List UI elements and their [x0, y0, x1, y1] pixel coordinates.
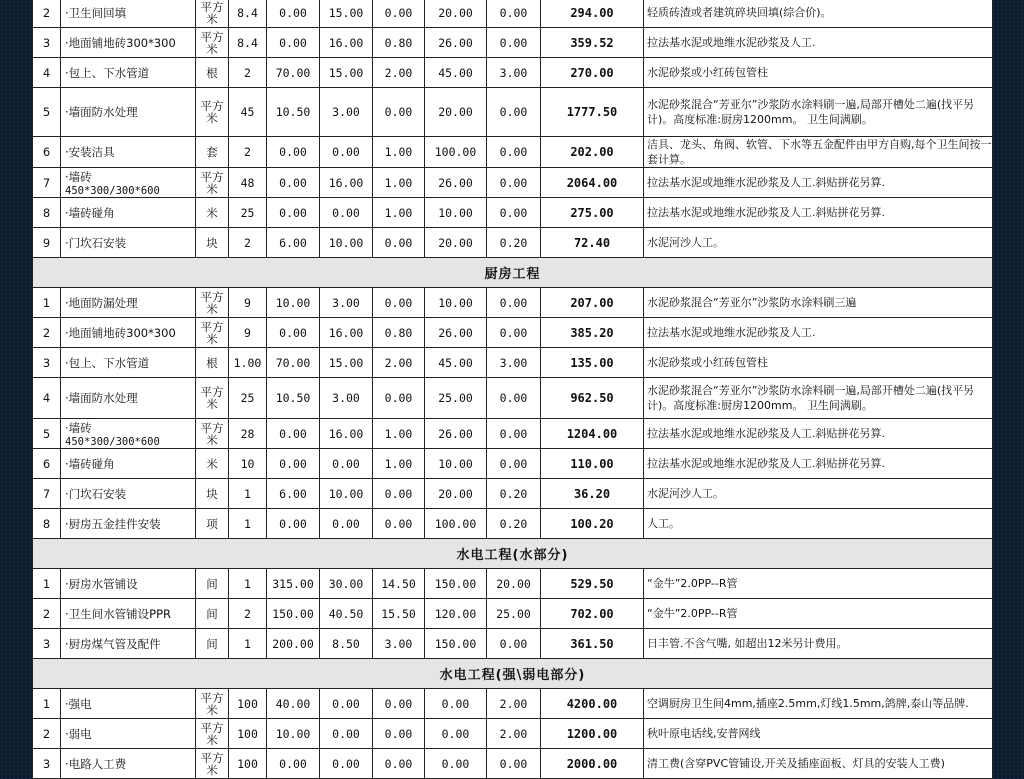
unit: 平方米: [196, 318, 229, 348]
unit: 间: [196, 629, 229, 659]
table-row: [33, 479, 993, 509]
price-col-2: 3.00: [320, 378, 373, 419]
remark: 拉法基水泥或地维水泥砂浆及人工.斜贴拼花另算.: [644, 198, 993, 228]
row-total: 72.40: [541, 228, 644, 258]
price-col-1: 0.00: [267, 318, 320, 348]
price-col-4: 45.00: [425, 58, 487, 88]
section-title: 水电工程(水部分): [33, 539, 993, 569]
table-row: [33, 88, 993, 137]
price-col-2: 0.00: [320, 449, 373, 479]
price-col-5: 3.00: [487, 348, 541, 378]
quantity: 25: [229, 378, 267, 419]
price-col-3: 0.00: [373, 378, 425, 419]
table-row: [33, 318, 993, 348]
table-row: [33, 378, 993, 419]
price-col-4: 25.00: [425, 378, 487, 419]
price-col-2: 16.00: [320, 419, 373, 449]
table-row: [33, 168, 993, 198]
price-col-3: 0.00: [373, 0, 425, 28]
remark: “金牛”2.0PP--R管: [644, 599, 993, 629]
remark: 水泥河沙人工。: [644, 228, 993, 258]
price-col-3: 0.00: [373, 288, 425, 318]
price-col-1: 0.00: [267, 419, 320, 449]
price-col-2: 0.00: [320, 689, 373, 719]
row-total: 962.50: [541, 378, 644, 419]
price-col-3: 0.80: [373, 28, 425, 58]
quotation-table: [32, 0, 993, 779]
item-name-cell: [61, 137, 196, 168]
row-total: 202.00: [541, 137, 644, 168]
price-col-3: 0.00: [373, 88, 425, 137]
item-name-cell: [61, 288, 196, 318]
item-name: ·墙砖碰角: [65, 456, 115, 471]
price-col-5: 0.00: [487, 137, 541, 168]
price-col-5: 0.00: [487, 629, 541, 659]
table-row: [33, 449, 993, 479]
row-number: 7: [33, 168, 61, 198]
price-col-4: 150.00: [425, 569, 487, 599]
item-name-cell: [61, 228, 196, 258]
row-total: 2064.00: [541, 168, 644, 198]
row-number: 4: [33, 378, 61, 419]
remark: 拉法基水泥或地维水泥砂浆及人工.: [644, 28, 993, 58]
unit: 米: [196, 449, 229, 479]
price-col-1: 40.00: [267, 689, 320, 719]
item-name: ·墙面防水处理: [65, 391, 138, 405]
quantity: 2: [229, 228, 267, 258]
row-total: 385.20: [541, 318, 644, 348]
price-col-4: 26.00: [425, 419, 487, 449]
price-col-4: 0.00: [425, 689, 487, 719]
remark: 日丰管.不含气嘴, 如超出12米另计费用。: [644, 629, 993, 659]
row-number: 2: [33, 0, 61, 28]
price-col-2: 0.00: [320, 137, 373, 168]
price-col-2: 15.00: [320, 58, 373, 88]
price-col-3: 1.00: [373, 168, 425, 198]
row-number: 2: [33, 719, 61, 749]
price-col-4: 26.00: [425, 318, 487, 348]
table-row: [33, 599, 993, 629]
remark: 水泥砂浆混合“芳亚尔”沙浆防水涂料刷三遍: [644, 288, 993, 318]
table-row: [33, 509, 993, 539]
price-col-3: 0.00: [373, 749, 425, 779]
item-name-cell: [61, 689, 196, 719]
price-col-1: 70.00: [267, 58, 320, 88]
row-total: 275.00: [541, 198, 644, 228]
price-col-3: 2.00: [373, 58, 425, 88]
price-col-5: 25.00: [487, 599, 541, 629]
row-number: 5: [33, 419, 61, 449]
price-col-3: 0.00: [373, 689, 425, 719]
row-number: 3: [33, 348, 61, 378]
row-number: 8: [33, 198, 61, 228]
price-col-5: 0.00: [487, 378, 541, 419]
price-col-4: 0.00: [425, 749, 487, 779]
quantity: 100: [229, 719, 267, 749]
quantity: 45: [229, 88, 267, 137]
price-col-4: 100.00: [425, 137, 487, 168]
table-row: [33, 348, 993, 378]
price-col-2: 3.00: [320, 288, 373, 318]
item-name: ·门坎石安装: [65, 486, 127, 501]
price-col-4: 150.00: [425, 629, 487, 659]
price-col-1: 0.00: [267, 509, 320, 539]
price-col-4: 0.00: [425, 719, 487, 749]
row-number: 5: [33, 88, 61, 137]
price-col-4: 20.00: [425, 228, 487, 258]
section-header: [33, 539, 993, 569]
price-col-1: 10.00: [267, 288, 320, 318]
unit: 平方米: [196, 419, 229, 449]
row-total: 135.00: [541, 348, 644, 378]
row-total: 702.00: [541, 599, 644, 629]
item-name-cell: [61, 28, 196, 58]
unit: 间: [196, 599, 229, 629]
item-name: ·强电: [65, 696, 92, 711]
item-name: ·卫生间水管铺设PPR: [65, 606, 172, 621]
row-number: 3: [33, 629, 61, 659]
price-col-2: 15.00: [320, 0, 373, 28]
row-number: 7: [33, 479, 61, 509]
item-name: ·厨房水管铺设: [65, 576, 138, 591]
price-col-5: 3.00: [487, 58, 541, 88]
row-total: 359.52: [541, 28, 644, 58]
price-col-5: 0.00: [487, 288, 541, 318]
price-col-3: 0.00: [373, 228, 425, 258]
row-number: 6: [33, 449, 61, 479]
remark: 人工。: [644, 509, 993, 539]
table-row: [33, 0, 993, 28]
item-name-cell: [61, 318, 196, 348]
price-col-4: 120.00: [425, 599, 487, 629]
price-col-1: 70.00: [267, 348, 320, 378]
quantity: 1: [229, 569, 267, 599]
table-row: [33, 629, 993, 659]
item-name: ·墙面防水处理: [65, 105, 138, 119]
table-row: [33, 749, 993, 779]
table-body: [33, 0, 993, 779]
item-name: ·电路人工费: [65, 756, 127, 771]
item-spec: 450*300/300*600: [65, 184, 160, 197]
row-total: 1200.00: [541, 719, 644, 749]
remark: 洁具、龙头、角阀、软管、下水等五金配件由甲方自购,每个卫生间按一套计算。: [644, 137, 993, 168]
unit: 块: [196, 479, 229, 509]
remark: 拉法基水泥或地维水泥砂浆及人工.斜贴拼花另算.: [644, 168, 993, 198]
quantity: 2: [229, 599, 267, 629]
price-col-5: 0.00: [487, 28, 541, 58]
row-total: 529.50: [541, 569, 644, 599]
price-col-2: 0.00: [320, 509, 373, 539]
row-number: 2: [33, 318, 61, 348]
row-number: 6: [33, 137, 61, 168]
item-name-cell: [61, 419, 196, 449]
item-name-cell: [61, 378, 196, 419]
price-col-4: 100.00: [425, 509, 487, 539]
price-col-4: 20.00: [425, 0, 487, 28]
item-name-cell: [61, 569, 196, 599]
item-name-cell: [61, 88, 196, 137]
price-col-5: 0.00: [487, 318, 541, 348]
row-number: 4: [33, 58, 61, 88]
price-col-3: 1.00: [373, 419, 425, 449]
price-col-1: 0.00: [267, 749, 320, 779]
price-col-2: 8.50: [320, 629, 373, 659]
quantity: 1.00: [229, 348, 267, 378]
row-total: 1777.50: [541, 88, 644, 137]
price-col-2: 3.00: [320, 88, 373, 137]
remark: 水泥砂浆或小红砖包管柱: [644, 58, 993, 88]
price-col-1: 0.00: [267, 168, 320, 198]
item-name: ·墙砖碰角: [65, 205, 115, 220]
price-col-3: 1.00: [373, 198, 425, 228]
unit: 平方米: [196, 719, 229, 749]
unit: 平方米: [196, 28, 229, 58]
quantity: 8.4: [229, 0, 267, 28]
item-name-cell: [61, 449, 196, 479]
row-number: 8: [33, 509, 61, 539]
item-name-cell: [61, 479, 196, 509]
remark: 清工费(含穿PVC管铺设,开关及插座面板、灯具的安装人工费): [644, 749, 993, 779]
unit: 平方米: [196, 168, 229, 198]
item-name: ·地面铺地砖300*300: [65, 35, 176, 50]
price-col-1: 0.00: [267, 28, 320, 58]
unit: 平方米: [196, 689, 229, 719]
price-col-2: 10.00: [320, 479, 373, 509]
price-col-5: 20.00: [487, 569, 541, 599]
price-col-1: 0.00: [267, 0, 320, 28]
row-total: 270.00: [541, 58, 644, 88]
price-col-5: 0.00: [487, 419, 541, 449]
quantity: 10: [229, 449, 267, 479]
remark: 水泥砂浆混合“芳亚尔”沙浆防水涂料刷一遍,局部开槽处二遍(找平另计)。高度标准:厨房1200mm。 卫生间满刷。: [644, 378, 993, 419]
unit: 平方米: [196, 749, 229, 779]
row-total: 36.20: [541, 479, 644, 509]
price-col-4: 10.00: [425, 198, 487, 228]
unit: 项: [196, 509, 229, 539]
item-name: ·厨房五金挂件安装: [65, 516, 161, 531]
quantity: 1: [229, 509, 267, 539]
table-row: [33, 719, 993, 749]
price-col-3: 1.00: [373, 449, 425, 479]
remark: 水泥砂浆或小红砖包管柱: [644, 348, 993, 378]
unit: 平方米: [196, 88, 229, 137]
quantity: 1: [229, 629, 267, 659]
quantity: 100: [229, 749, 267, 779]
item-name-cell: [61, 0, 196, 28]
table-row: [33, 228, 993, 258]
price-col-5: 0.00: [487, 749, 541, 779]
remark: 水泥砂浆混合“芳亚尔”沙浆防水涂料刷一遍,局部开槽处二遍(找平另计)。高度标准:厨房1200mm。 卫生间满刷。: [644, 88, 993, 137]
table-row: [33, 569, 993, 599]
unit: 间: [196, 569, 229, 599]
item-name-cell: [61, 168, 196, 198]
remark: 空调厨房卫生间4mm,插座2.5mm,灯线1.5mm,鸽牌,泰山等品牌.: [644, 689, 993, 719]
unit: 米: [196, 198, 229, 228]
price-col-4: 26.00: [425, 28, 487, 58]
item-name: ·包上、下水管道: [65, 65, 150, 80]
price-col-1: 150.00: [267, 599, 320, 629]
row-total: 4200.00: [541, 689, 644, 719]
quantity: 2: [229, 58, 267, 88]
price-col-3: 3.00: [373, 629, 425, 659]
price-col-2: 16.00: [320, 168, 373, 198]
row-number: 1: [33, 288, 61, 318]
unit: 块: [196, 228, 229, 258]
row-total: 361.50: [541, 629, 644, 659]
item-name-cell: [61, 599, 196, 629]
item-name: ·安装洁具: [65, 145, 115, 159]
row-number: 2: [33, 599, 61, 629]
price-col-1: 6.00: [267, 228, 320, 258]
row-number: 3: [33, 749, 61, 779]
quantity: 8.4: [229, 28, 267, 58]
price-col-1: 6.00: [267, 479, 320, 509]
price-col-5: 0.00: [487, 449, 541, 479]
item-name: ·地面防漏处理: [65, 295, 138, 310]
price-col-4: 10.00: [425, 288, 487, 318]
price-col-1: 0.00: [267, 137, 320, 168]
price-col-4: 20.00: [425, 479, 487, 509]
unit: 平方米: [196, 288, 229, 318]
item-name-cell: [61, 348, 196, 378]
row-total: 1204.00: [541, 419, 644, 449]
item-spec: 450*300/300*600: [65, 435, 160, 448]
remark: 拉法基水泥或地维水泥砂浆及人工.斜贴拼花另算.: [644, 419, 993, 449]
section-title: 水电工程(强\弱电部分): [33, 659, 993, 689]
item-name: ·厨房煤气管及配件: [65, 636, 161, 651]
row-number: 1: [33, 569, 61, 599]
price-col-1: 10.50: [267, 88, 320, 137]
quantity: 9: [229, 318, 267, 348]
item-name-cell: [61, 719, 196, 749]
price-col-5: 2.00: [487, 719, 541, 749]
quantity: 9: [229, 288, 267, 318]
remark: 拉法基水泥或地维水泥砂浆及人工.: [644, 318, 993, 348]
price-col-4: 26.00: [425, 168, 487, 198]
quantity: 100: [229, 689, 267, 719]
price-col-2: 0.00: [320, 749, 373, 779]
price-col-1: 10.50: [267, 378, 320, 419]
remark: 秋叶原电话线,安普网线: [644, 719, 993, 749]
unit: 根: [196, 58, 229, 88]
row-total: 207.00: [541, 288, 644, 318]
table-row: [33, 58, 993, 88]
table-row: [33, 137, 993, 168]
item-name-cell: [61, 749, 196, 779]
price-col-1: 0.00: [267, 449, 320, 479]
price-col-5: 0.00: [487, 88, 541, 137]
price-col-3: 0.00: [373, 479, 425, 509]
section-title: 厨房工程: [33, 258, 993, 288]
price-col-3: 0.80: [373, 318, 425, 348]
row-total: 110.00: [541, 449, 644, 479]
price-col-4: 45.00: [425, 348, 487, 378]
item-name-cell: [61, 58, 196, 88]
quantity: 48: [229, 168, 267, 198]
price-col-2: 16.00: [320, 318, 373, 348]
row-total: 100.20: [541, 509, 644, 539]
remark: 水泥河沙人工。: [644, 479, 993, 509]
quantity: 1: [229, 479, 267, 509]
price-col-1: 315.00: [267, 569, 320, 599]
table-row: [33, 419, 993, 449]
item-name-cell: [61, 198, 196, 228]
item-name: ·地面铺地砖300*300: [65, 325, 176, 340]
price-col-1: 0.00: [267, 198, 320, 228]
price-col-5: 0.00: [487, 0, 541, 28]
item-name: ·墙砖: [65, 420, 92, 435]
table-row: [33, 198, 993, 228]
section-header: [33, 258, 993, 288]
price-col-5: 0.20: [487, 228, 541, 258]
remark: 拉法基水泥或地维水泥砂浆及人工.斜贴拼花另算.: [644, 449, 993, 479]
quantity: 25: [229, 198, 267, 228]
price-col-1: 10.00: [267, 719, 320, 749]
price-col-4: 10.00: [425, 449, 487, 479]
quantity: 28: [229, 419, 267, 449]
price-col-3: 15.50: [373, 599, 425, 629]
table-row: [33, 689, 993, 719]
price-col-2: 0.00: [320, 719, 373, 749]
item-name: ·弱电: [65, 726, 92, 741]
price-col-3: 2.00: [373, 348, 425, 378]
price-col-3: 0.00: [373, 719, 425, 749]
remark: 轻质砖渣或者建筑碎块回填(综合价)。: [644, 0, 993, 28]
price-col-5: 0.20: [487, 509, 541, 539]
price-col-3: 14.50: [373, 569, 425, 599]
item-name-cell: [61, 509, 196, 539]
price-col-2: 16.00: [320, 28, 373, 58]
price-col-4: 20.00: [425, 88, 487, 137]
price-col-5: 2.00: [487, 689, 541, 719]
price-col-1: 200.00: [267, 629, 320, 659]
price-col-2: 10.00: [320, 228, 373, 258]
item-name: ·门坎石安装: [65, 235, 127, 250]
row-number: 1: [33, 689, 61, 719]
unit: 平方米: [196, 0, 229, 28]
price-col-3: 0.00: [373, 509, 425, 539]
price-col-2: 0.00: [320, 198, 373, 228]
price-col-5: 0.00: [487, 198, 541, 228]
item-name-cell: [61, 629, 196, 659]
price-col-5: 0.20: [487, 479, 541, 509]
remark: “金牛”2.0PP--R管: [644, 569, 993, 599]
quantity: 2: [229, 137, 267, 168]
price-col-3: 1.00: [373, 137, 425, 168]
row-number: 9: [33, 228, 61, 258]
unit: 根: [196, 348, 229, 378]
unit: 平方米: [196, 378, 229, 419]
row-total: 2000.00: [541, 749, 644, 779]
price-col-5: 0.00: [487, 168, 541, 198]
price-col-2: 30.00: [320, 569, 373, 599]
table-row: [33, 28, 993, 58]
price-col-2: 15.00: [320, 348, 373, 378]
item-name: ·卫生间回填: [65, 5, 127, 20]
item-name: ·墙砖: [65, 169, 92, 184]
section-header: [33, 659, 993, 689]
price-col-2: 40.50: [320, 599, 373, 629]
item-name: ·包上、下水管道: [65, 355, 150, 370]
quotation-sheet: [32, 0, 992, 779]
table-row: [33, 288, 993, 318]
row-total: 294.00: [541, 0, 644, 28]
unit: 套: [196, 137, 229, 168]
row-number: 3: [33, 28, 61, 58]
